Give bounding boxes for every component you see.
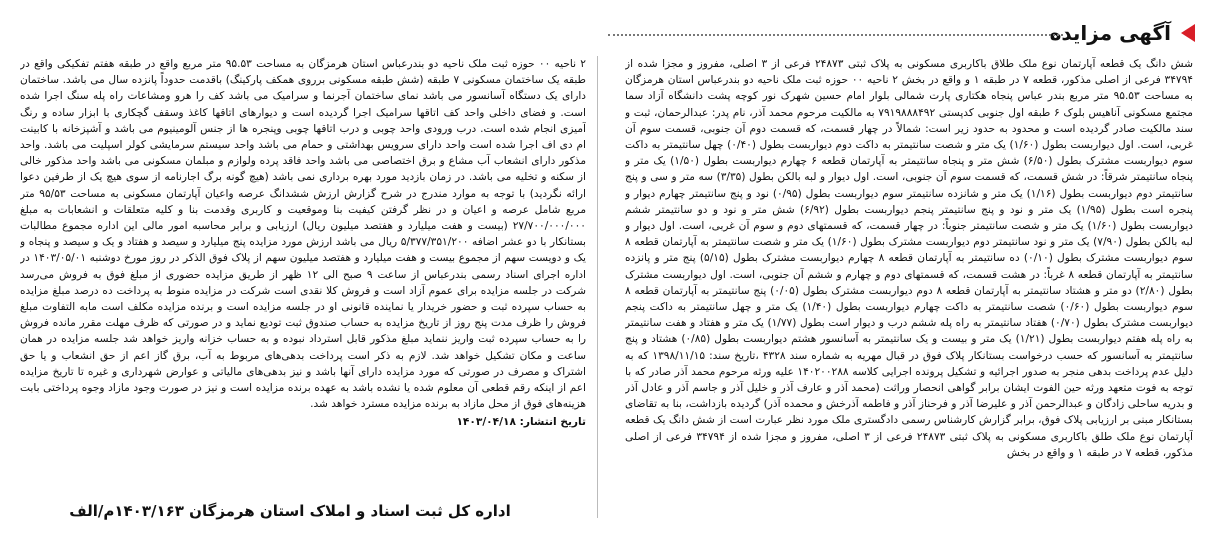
header-dotted-rule [608, 34, 1063, 36]
left-column-text: ۲ ناحیه ۰۰ حوزه ثبت ملک ناحیه دو بندرعباس استان هرمزگان به مساحت ۹۵.۵۳ متر مربع واقع در طبقه هفتم تفکیکی واقع در طبقه یک ساختمان مسکونی ۷ طبقه (شش طبقه مسکونی برروی همکف پارکینگ) باقدمت حدوداً پانزده سال می باشد. ساختمان دارای یک دستگاه آسانسور می باشد نمای ساختمان آجرنما و سرامیک می باشد کف را هرو ومشاعات راه پله سنگ اجرا شده است. و فضای داخلی واحد کف اتاقها سرامیک اجرا گردیده است و دیوارهای اتاقها کاغذ وسقف گچکاری با ابزار ساده و رنگ آمیزی انجام شده است. درب ورودی واحد چوبی و درب اتاقها چوبی وپنجره ها از جنس آلومینیوم می باشد و آشپزخانه با کابینت ام دی اف اجرا شده است واحد دارای سرویس بهداشتی و حمام می باشد واحد سیستم سرمایشی کولر اسپلیت می باشد. واحد مذکور دارای انشعاب آب مشاع و برق اختصاصی می باشد واحد فاقد پرده ولوازم و مبلمان مسکونی می باشد واحد مذکور خالی از سکنه و تخلیه می باشد. در زمان بازدید مورد بهره برداری نمی باشد (هیچ گونه برگ اجارنامه از سوی هیچ یک از طرفین دعوا ارائه نگردید) با توجه به موارد مندرج در شرح گزارش ارزش ششدانگ عرصه واعیان آپارتمان مسکونی به مساحت ۹۵/۵۳ متر مربع شامل عرصه و اعیان و در نظر گرفتن کیفیت بنا وموقعیت و کاربری وقدمت بنا و کلیه متعلقات و انشعابات به مبلغ ۲۷/۷۰۰/۰۰۰/۰۰۰ (بیست و هفت میلیارد و هفتصد میلیون ریال) ارزیابی و برابر محاسبه امور مالی این اداره مجموع مطالبات بستانکار با دو عشر اضافه ۵/۳۷۷/۳۵۱/۲۰۰ ریال می باشد ارزش مورد مزایده پنج میلیارد و سیصد و هفتاد و یک و سیصد و پنجاه و یک و دویست سهم از مجموع بیست و هفت میلیارد و هفتصد میلیون سهم از پلاک فوق الذکر در روز مورخ دوشنبه ۱۴۰۳/۰۵/۰۱ در اداره اجرای اسناد رسمی بندرعباس از ساعت ۹ صبح الی ۱۲ ظهر از طریق مزایده حضوری از مبلغ فوق به فروش می‌رسد شرکت در جلسه مزایده برای عموم آزاد است و فروش کلا نقدی است شرکت در مزایده منوط به پرداخت ده درصد مبلغ مزایده به حساب سپرده ثبت و حضور خریدار یا نماینده قانونی او در جلسه مزایده است و برنده مزایده مکلف است مابه التفاوت مبلغ فروش را ظرف مدت پنج روز از تاریخ مزایده به حساب صندوق ثبت تودیع نماید و در صورتی که ظرف مهلت مقرر مانده فروش را به حساب سپرده ثبت واریز ننماید مبلغ مذکور قابل استرداد نبوده و به حساب خزانه واریز خواهد شد جلسه مزایده در همان ساعت و مکان تشکیل خواهد شد. لازم به ذکر است پرداخت بدهی‌های مربوط به آب، برق گاز اعم از حق انشعاب و یا حق اشتراک و مصرف در صورتی که مورد مزایده دارای آنها باشد و نیز بدهی‌های مالیاتی و عوارض شهرداری و غیره تا تاریخ مزایده اعم از اینکه رقم قطعی آن معلوم شده یا نشده باشد به عهده برنده مزایده است و نیز در صورت وجود مازاد وجوه پرداختی بابت هزینه‌های فوق از محل مازاد به برنده مزایده مسترد خواهد شد. [20, 58, 586, 411]
issuer-signature-line: اداره کل ثبت اسناد و املاک استان هرمزگان ۱۴۰۳/۱۶۳م/الف [69, 502, 511, 520]
right-column-text: شش دانگ یک قطعه آپارتمان نوع ملک طلاق باکاربری مسکونی به پلاک ثبتی ۲۴۸۷۳ فرعی از ۳ اصلی، مفروز و مجزا شده از ۳۴۷۹۴ فرعی از اصلی مذکور، قطعه ۷ در طبقه ۱ و واقع در بخش ۲ ناحیه ۰۰ حوزه ثبت ملک ناحیه دو بندرعباس استان هرمزگان به مساحت ۹۵.۵۳ متر مربع بندر عباس پنجاه هکتاری پارت شمالی بلوار امام حسین شهرک نور کوچه پشت دانشگاه آزاد سما مجتمع مسکونی آناهیس بلوک ۶ طبقه اول جنوبی کدپستی ۷۹۱۹۸۸۸۴۹۲ به مالکیت مرحوم محمد آذر، نام پدر: عبدالرحمان، ثبت و سند مالکیت صادر گردیده است و محدود به حدود زیر است: شمالاً در چهار قسمت، که قسمت دوم آن جنوبی، قسمت سوم آن غربی، است. اول دیواربست بطول (۱/۶۰) یک متر و شصت سانتیمتر به داکت دوم دیواربست بطول (۰/۴۰) چهل سانتیمتر به داکت سوم دیواربست مشترک بطول (۶/۵۰) شش متر و پنجاه سانتیمتر به آپارتمان قطعه ۶ چهارم دیواربست بطول (۱/۵۰) یک متر و پنجاه سانتیمتر شرقاً: در شش قسمت، که قسمت سوم آن جنوبی، است. اول دیوار و لبه بالکن بطول (۳/۳۵) سه متر و سی و پنج سانتیمتر دوم دیواربست بطول (۱/۱۶) یک متر و شانزده سانتیمتر سوم دیواربست بطول (۰/۹۵) نود و پنج سانتیمتر چهارم دیوار و پنجره است بطول (۱/۹۵) یک متر و نود و پنج سانتیمتر پنجم دیواربست بطول (۶/۹۲) شش متر و نود و دو سانتیمتر ششم دیواربست بطول (۱/۶۰) یک متر و شصت سانتیمتر جنوباً: در چهار قسمت، که قسمتهای دوم و سوم آن غربی، است. اول دیوار و لبه بالکن بطول (۷/۹۰) یک متر و نود سانتیمتر دوم دیواربست مشترک بطول (۱/۶۰) یک متر و شصت سانتیمتر به آپارتمان قطعه ۸ سوم دیواربست مشترک بطول (۰/۱۰) ده سانتیمتر به آپارتمان قطعه ۸ چهارم دیواربست مشترک بطول (۵/۱۵) پنج متر و پانزده سانتیمتر به آپارتمان قطعه ۸ غرباً: در هشت قسمت، که قسمتهای دوم و چهارم و ششم آن جنوبی، است. اول دیواربست مشترک بطول (۲/۸۰) دو متر و هشتاد سانتیمتر به آپارتمان قطعه ۸ دوم دیواربست مشترک بطول (۰/۰۵) پنج سانتیمتر به آپارتمان قطعه ۸ سوم دیواربست بطول (۰/۶۰) شصت سانتیمتر به داکت چهارم دیواربست بطول (۱/۴۰) یک متر و چهل سانتیمتر به داکت پنجم دیواربست مشترک بطول (۰/۷۰) هفتاد سانتیمتر به راه پله ششم درب و دیوار است بطول (۱/۷۷) یک متر و هفتاد و هفت سانتیمتر به راه پله هفتم دیواربست بطول (۱/۲۱) یک متر و بیست و یک سانتیمتر به آسانسور هشتم دیواربست بطول (۰/۸۵) هشتاد و پنج سانتیمتر به آسانسور که حسب درخواست بستانکار پلاک فوق در قبال مهریه به شماره سند ۴۳۲۸ ،تاریخ سند: ۱۳۹۸/۱۱/۱۵ که به دلیل عدم پرداخت بدهی منجر به صدور اجرائیه و تشکیل پرونده اجرایی کلاسه ۱۴۰۲۰۰۲۸۸ علیه ورثه مرحوم محمد آذر صادر که با توجه به فوت متعهد ورثه حین الفوت ایشان برابر گواهی انحصار وراثت (محمد آذر و عارف آذر و خلیل آذر و جاسم آذر و عادل آذر و بدریه ساحلی زادگان و عبدالرحمن آذر و علیرضا آذر و فرحناز آذر و فاطمه آذرخش و محمده آذر) گردیده بازداشت، بنا به تقاضای بستانکار مبنی بر ارزیابی پلاک فوق، برابر گزارش کارشناس رسمی دادگستری ملک مورد نظر عبارت است از شش دانگ یک قطعه آپارتمان نوع ملک طلق باکاربری مسکونی به پلاک ثبتی ۲۴۸۷۳ فرعی از ۳ اصلی، مفروز و مجزا شده از ۳۴۷۹۴ فرعی از اصلی مذکور، قطعه ۷ در طبقه ۱ و واقع در بخش [625, 58, 1193, 459]
notice-title: آگهی مزایده [1049, 21, 1171, 45]
notice-header [1050, 18, 1195, 48]
right-text-column [625, 56, 1193, 520]
column-divider [597, 56, 598, 518]
red-triangle-icon [1181, 24, 1195, 42]
publish-date: تاریخ انتشار: ۱۴۰۳/۰۴/۱۸ [456, 416, 586, 429]
left-text-column [20, 56, 586, 520]
